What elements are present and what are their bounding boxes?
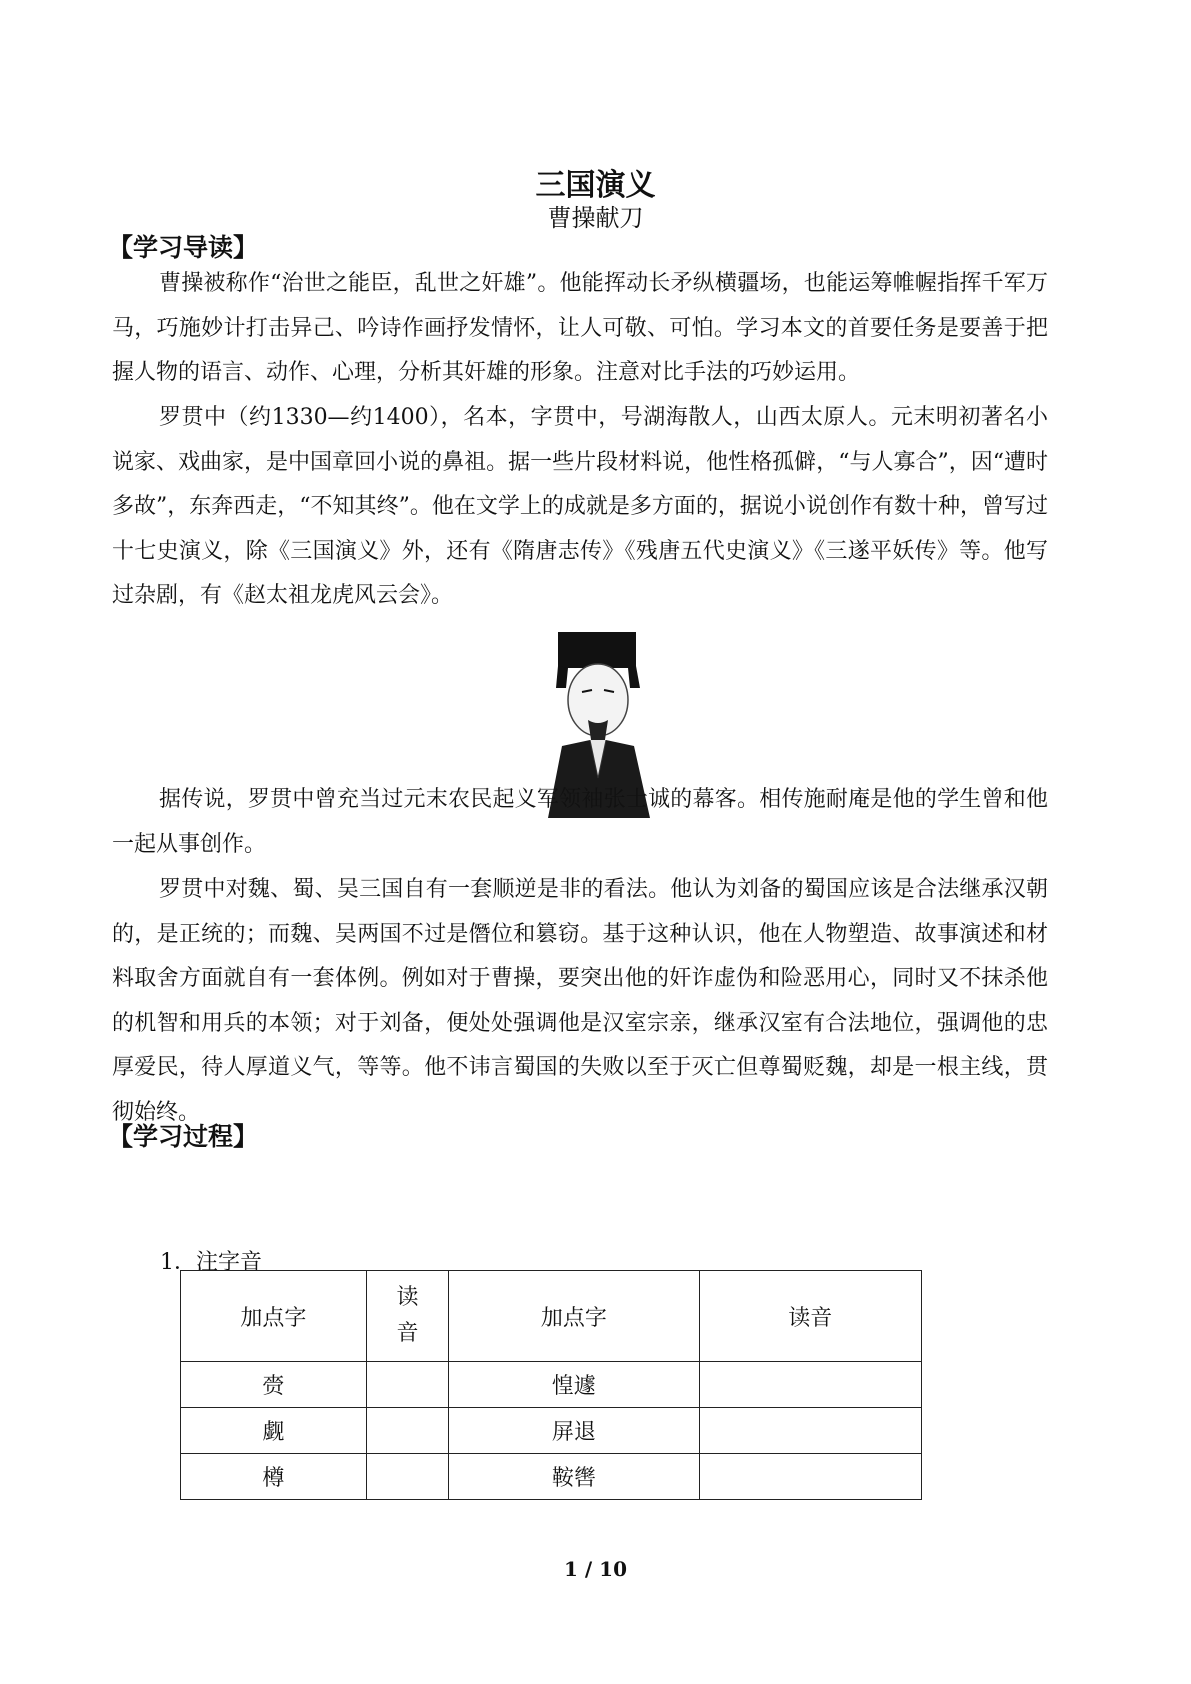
table-cell: 觑: [181, 1408, 367, 1454]
header-cell: 读音: [699, 1271, 921, 1362]
page-subtitle: 曹操献刀: [547, 204, 644, 232]
answer-cell[interactable]: [699, 1408, 921, 1454]
pinyin-table: [180, 1270, 922, 1500]
paragraph-author: 罗贯中（约1330—约1400），名本，字贯中，号湖海散人，山西太原人。元末明初著名小说家、戏曲家，是中国章回小说的鼻祖。据一些片段材料说，他性格孤僻，“与人寡合”，因“遭时多故”，东奔西走，“不知其终”。他在文学上的成就是多方面的，据说小说创作有数十种，曾写过十七史演义，除《三国演义》外，还有《隋唐志传》《残唐五代史演义》《三遂平妖传》等。他写过杂剧，有《赵太祖龙虎风云会》。: [112, 405, 1048, 608]
section-heading-guide: 【学习导读】: [108, 233, 259, 262]
page-number: 1 / 10: [564, 1557, 627, 1581]
paragraph-legend: 据传说，罗贯中曾充当过元末农民起义军领袖张士诚的幕客。相传施耐庵是他的学生曾和他一起从事创作。: [112, 787, 1048, 857]
table-cell: 鞍辔: [449, 1454, 699, 1500]
header-cell: 读音: [366, 1271, 449, 1362]
header-cell: 加点字: [181, 1271, 367, 1362]
paragraph-intro: 曹操被称作“治世之能臣，乱世之奸雄”。他能挥动长矛纵横疆场，也能运筹帷幄指挥千军万马，巧施妙计打击异己、吟诗作画抒发情怀，让人可敬、可怕。学习本文的首要任务是要善于把握人物的语言、动作、心理，分析其奸雄的形象。注意对比手法的巧妙运用。: [112, 271, 1048, 385]
table-row: [181, 1454, 922, 1500]
answer-cell[interactable]: [699, 1362, 921, 1408]
table-cell: 惶遽: [449, 1362, 699, 1408]
table-row: [181, 1362, 922, 1408]
header-cell: 加点字: [449, 1271, 699, 1362]
table-cell: 樽: [181, 1454, 367, 1500]
page-title: 三国演义: [535, 168, 656, 203]
table-row: [181, 1408, 922, 1454]
table-cell: 赍: [181, 1362, 367, 1408]
answer-cell[interactable]: [366, 1408, 449, 1454]
answer-cell[interactable]: [699, 1454, 921, 1500]
table-cell: 屏退: [449, 1408, 699, 1454]
answer-cell[interactable]: [366, 1454, 449, 1500]
section-heading-process: 【学习过程】: [108, 1122, 259, 1151]
paragraph-view: 罗贯中对魏、蜀、吴三国自有一套顺逆是非的看法。他认为刘备的蜀国应该是合法继承汉朝的，是正统的；而魏、吴两国不过是僭位和篡窃。基于这种认识，他在人物塑造、故事演述和材料取舍方面就自有一套体例。例如对于曹操，要突出他的奸诈虚伪和险恶用心，同时又不抹杀他的机智和用兵的本领；对于刘备，便处处强调他是汉室宗亲，继承汉室有合法地位，强调他的忠厚爱民，待人厚道义气，等等。他不讳言蜀国的失败以至于灭亡但尊蜀贬魏，却是一根主线，贯彻始终。: [112, 877, 1048, 1125]
question-label: 1．注字音: [160, 1250, 262, 1275]
table-header-row: [181, 1271, 922, 1362]
answer-cell[interactable]: [366, 1362, 449, 1408]
